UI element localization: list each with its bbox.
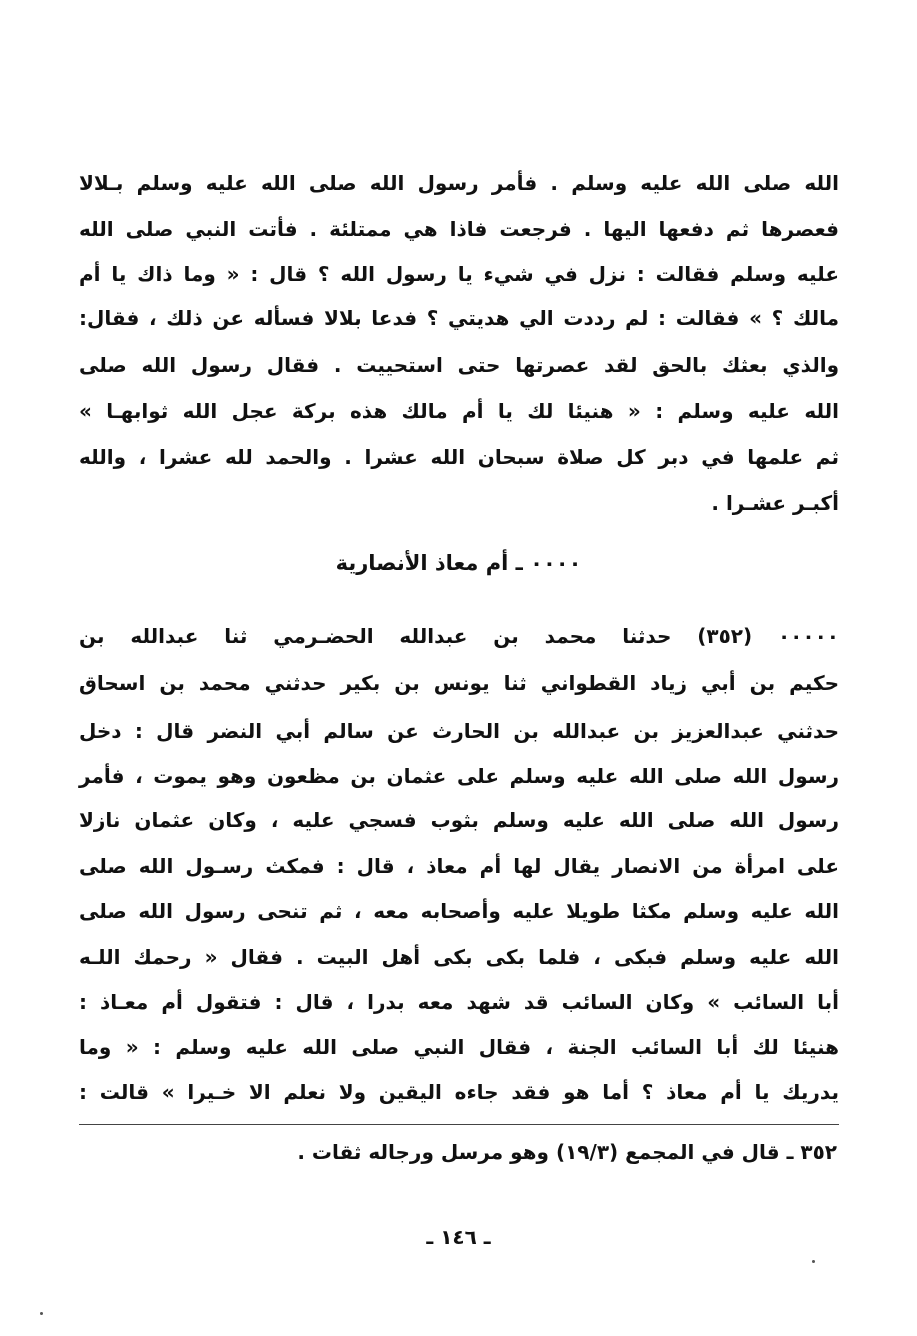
text-line: يدريك يا أم معاذ ؟ أما هو فقد جاءه اليقين ولا نعلم الا خـيرا » قالت :: [79, 1080, 839, 1104]
text-line: ۰۰۰۰۰ (٣٥٢) حدثنا محمد بن عبدالله الحضـرمي ثنا عبدالله بن: [79, 624, 840, 648]
text-line: الله عليه وسلم : « هنيئا لك يا أم مالك هذه بركة عجل الله ثوابهـا »: [79, 399, 839, 423]
text-line: ثم علمها في دبر كل صلاة سبحان الله عشرا . والحمد لله عشرا ، والله: [79, 445, 839, 469]
text-line: الله عليه وسلم فبكى ، فلما بكى بكى أهل البيت . فقال « رحمك اللـه: [79, 945, 839, 969]
text-line: أكبـر عشـرا .: [711, 491, 839, 515]
text-line: هنيئا لك أبا السائب الجنة ، فقال النبي صلى الله عليه وسلم : « وما: [79, 1035, 839, 1059]
footnote: ٣٥٢ ـ قال في المجمع (١٩/٣) وهو مرسل ورجاله ثقات .: [297, 1140, 837, 1164]
text-line: مالك ؟ » فقالت : لم رددت الي هديتي ؟ فدعا بلالا فسأله عن ذلك ، فقال:: [79, 306, 839, 330]
text-line: عليه وسلم فقالت : نزل في شيء يا رسول الله ؟ قال : « وما ذاك يا أم: [79, 262, 839, 286]
scan-speck: [812, 1260, 815, 1263]
text-line: الله صلى الله عليه وسلم . فأمر رسول الله صلى الله عليه وسلم بـلالا: [79, 171, 839, 195]
text-line: حكيم بن أبي زياد القطواني ثنا يونس بن بكير حدثني محمد بن اسحاق: [79, 671, 839, 695]
section-heading: ۰۰۰۰ ـ أم معاذ الأنصارية: [335, 551, 582, 575]
text-line: الله عليه وسلم مكثا طويلا عليه وأصحابه معه ، ثم تنحى رسول الله صلى: [79, 899, 839, 923]
scan-speck: [40, 1312, 43, 1315]
page-number: ـ ١٤٦ ـ: [426, 1225, 491, 1249]
text-line: رسول الله صلى الله عليه وسلم على عثمان بن مظعون وهو يموت ، فأمر: [79, 764, 839, 788]
text-line: فعصرها ثم دفعها اليها . فرجعت فاذا هي ممتلئة . فأتت النبي صلى الله: [79, 217, 839, 241]
text-line: والذي بعثك بالحق لقد عصرتها حتى استحييت . فقال رسول الله صلى: [79, 353, 839, 377]
text-line: أبا السائب » وكان السائب قد شهد معه بدرا ، قال : فتقول أم معـاذ :: [79, 990, 839, 1014]
text-line: على امرأة من الانصار يقال لها أم معاذ ، قال : فمكث رسـول الله صلى: [79, 854, 839, 878]
text-line: حدثني عبدالعزيز بن عبدالله بن الحارث عن سالم أبي النضر قال : دخل: [79, 719, 839, 743]
footnote-divider: [79, 1124, 839, 1125]
text-line: رسول الله صلى الله عليه وسلم بثوب فسجي عليه ، وكان عثمان نازلا: [79, 808, 839, 832]
